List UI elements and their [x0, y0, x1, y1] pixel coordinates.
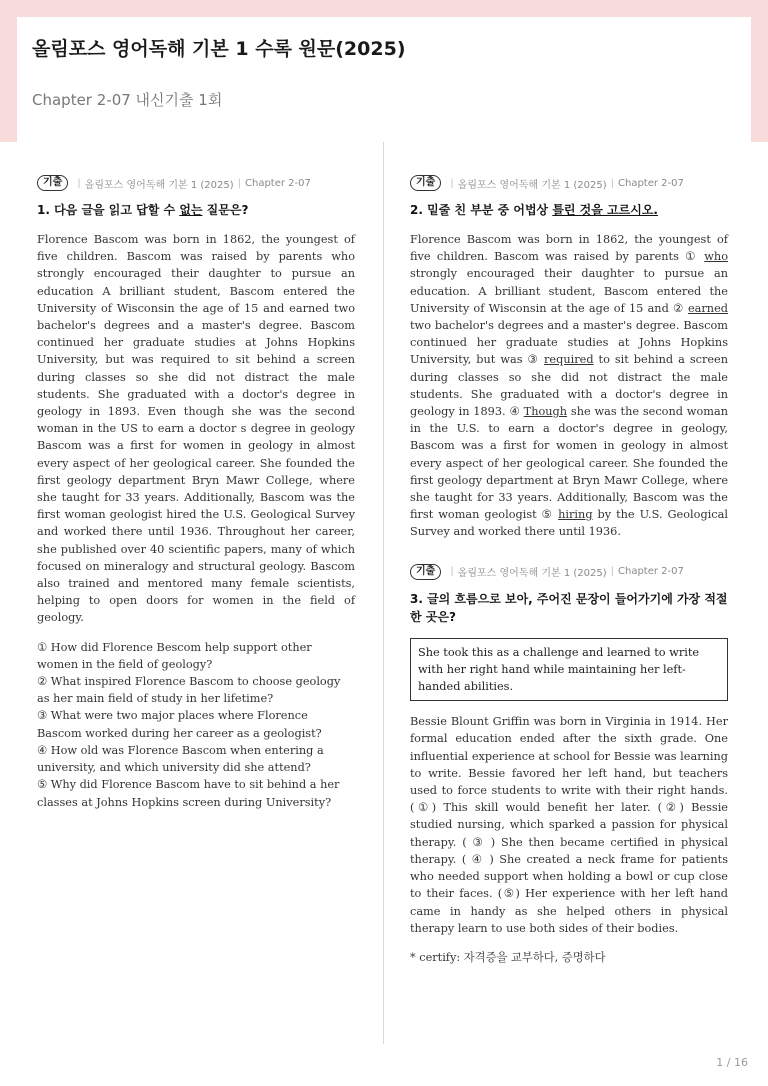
- question-tag: 기출 | 올림포스 영어독해 기본 1 (2025) | Chapter 2-07: [37, 174, 355, 192]
- source-badge: 기출: [410, 564, 441, 580]
- question-tag: 기출 | 올림포스 영어독해 기본 1 (2025) | Chapter 2-07: [410, 563, 728, 581]
- underlined-earned: earned: [687, 301, 728, 315]
- option-5: ⑤ Why did Florence Bascom have to sit behind a her classes at Johns Hopkins screen during University?: [37, 778, 340, 809]
- option-4: ④ How old was Florence Bascom when entering a university, and which university did she attend?: [37, 743, 324, 775]
- source-chapter: Chapter 2-07: [618, 566, 684, 578]
- question-tag: 기출 | 올림포스 영어독해 기본 1 (2025) | Chapter 2-07: [410, 174, 728, 192]
- page-number: 1 / 16: [716, 1056, 748, 1069]
- source-chapter: Chapter 2-07: [618, 177, 684, 189]
- source-badge: 기출: [410, 175, 441, 191]
- column-divider: [383, 142, 384, 1044]
- question-1-title: 1. 다음 글을 읽고 답할 수 없는 질문은?: [37, 203, 249, 217]
- question-1-passage: Florence Bascom was born in 1862, the youngest of five children. Bascom was raised by parents who strongly encouraged their daughter to pursue an education A brilliant student, Bascom entered the University of Wisconsin the age of 15 and earned two bachelor's degrees and a master's degree. Bascom continued her graduate studies at Johns Hopkins University, but was required to sit behind a screen during classes so she did not distract the male students. She graduated with a doctor's degree in geology in 1893. Even though she was the second woman in the US to earn a doctor s degree in geology Bascom was a first for women in geology in almost every aspect of her geological career. She founded the first geology department Bryn Mawr College, where she taught for 33 years. Additionally, Bascom was the first woman geologist hired the U.S. Geological Survey and worked there until 1936. Throughout her career, she published over 40 scientific papers, many of which focused on mineralogy and structural geology. Bascom also trained and mentored many female scientists, helping to open doors for women in the field of geology.: [37, 233, 355, 625]
- left-column: [37, 174, 355, 811]
- option-1: ① How did Florence Bescom help support other women in the field of geology?: [37, 640, 312, 671]
- question-3-passage: Bessie Blount Griffin was born in Virginia in 1914. Her formal education ended after the sixth grade. One influential experience at school for Bessie was learning to write. Bessie favored her left hand, but teachers used to force students to write with their right hands. (①) This skill would benefit her later. (②) Bessie studied nursing, which sparked a passion for physical therapy. ( ③ ) She then became certified in physical therapy. ( ④ ) She created a neck frame for patients who needed support when holding a bowl or cup close to their faces. (⑤) Her experience with her left hand came in handy as she helped others in physical therapy learn to use both sides of their bodies.: [410, 715, 728, 935]
- source-book: 올림포스 영어독해 기본 1 (2025): [457, 568, 607, 580]
- option-2: ② What inspired Florence Bascom to choose geology as her main field of study in her lifetime?: [37, 675, 341, 706]
- option-3: ③ What were two major places where Florence Bascom worked during her career as a geologist?: [37, 709, 322, 740]
- document-subtitle: Chapter 2-07 내신기출 1회: [32, 91, 223, 109]
- underlined-required: required: [544, 353, 594, 367]
- source-chapter: Chapter 2-07: [245, 177, 311, 189]
- right-column: [410, 174, 728, 976]
- document-title: 올림포스 영어독해 기본 1 수록 원문(2025): [32, 38, 406, 60]
- question-3-title: 3. 글의 흐름으로 보아, 주어진 문장이 들어가기에 가장 적절한 곳은?: [410, 591, 728, 624]
- underlined-hiring: hiring: [558, 508, 593, 522]
- footnote: * certify: 자격증을 교부하다, 증명하다: [410, 950, 606, 964]
- source-book: 올림포스 영어독해 기본 1 (2025): [457, 179, 607, 191]
- underlined-who: who: [704, 250, 728, 264]
- question-2-passage: Florence Bascom was born in 1862, the youngest of five children. Bascom was raised by parents ① who strongly encouraged their daughter to pursue an education. A brilliant student, Bascom entered the University of Wisconsin at the age of 15 and ② earned two bachelor's degrees and a master's degree. Bascom continued her graduate studies at Johns Hopkins University, but was ③ required to sit behind a screen during classes so she did not distract the male students. She graduated with a doctor's degree in geology in 1893. ④ Though she was the second woman in the U.S. to earn a doctor's degree in geology, Bascom was a first for women in geology in almost every aspect of her geological career. She founded the first geology department at Bryn Mawr College, where she taught for 33 years. Additionally, Bascom was the first woman geologist ⑤ hiring by the U.S. Geological Survey and worked there until 1936.: [410, 233, 729, 539]
- given-sentence-box: She took this as a challenge and learned to write with her right hand while maintaining her left-handed abilities.: [410, 638, 728, 702]
- source-badge: 기출: [37, 175, 68, 191]
- source-book: 올림포스 영어독해 기본 1 (2025): [84, 179, 234, 191]
- question-2-title: 2. 밑줄 친 부분 중 어법상 틀린 것을 고르시오.: [410, 203, 658, 217]
- underlined-though: Though: [523, 405, 568, 419]
- question-1-options: [37, 639, 355, 811]
